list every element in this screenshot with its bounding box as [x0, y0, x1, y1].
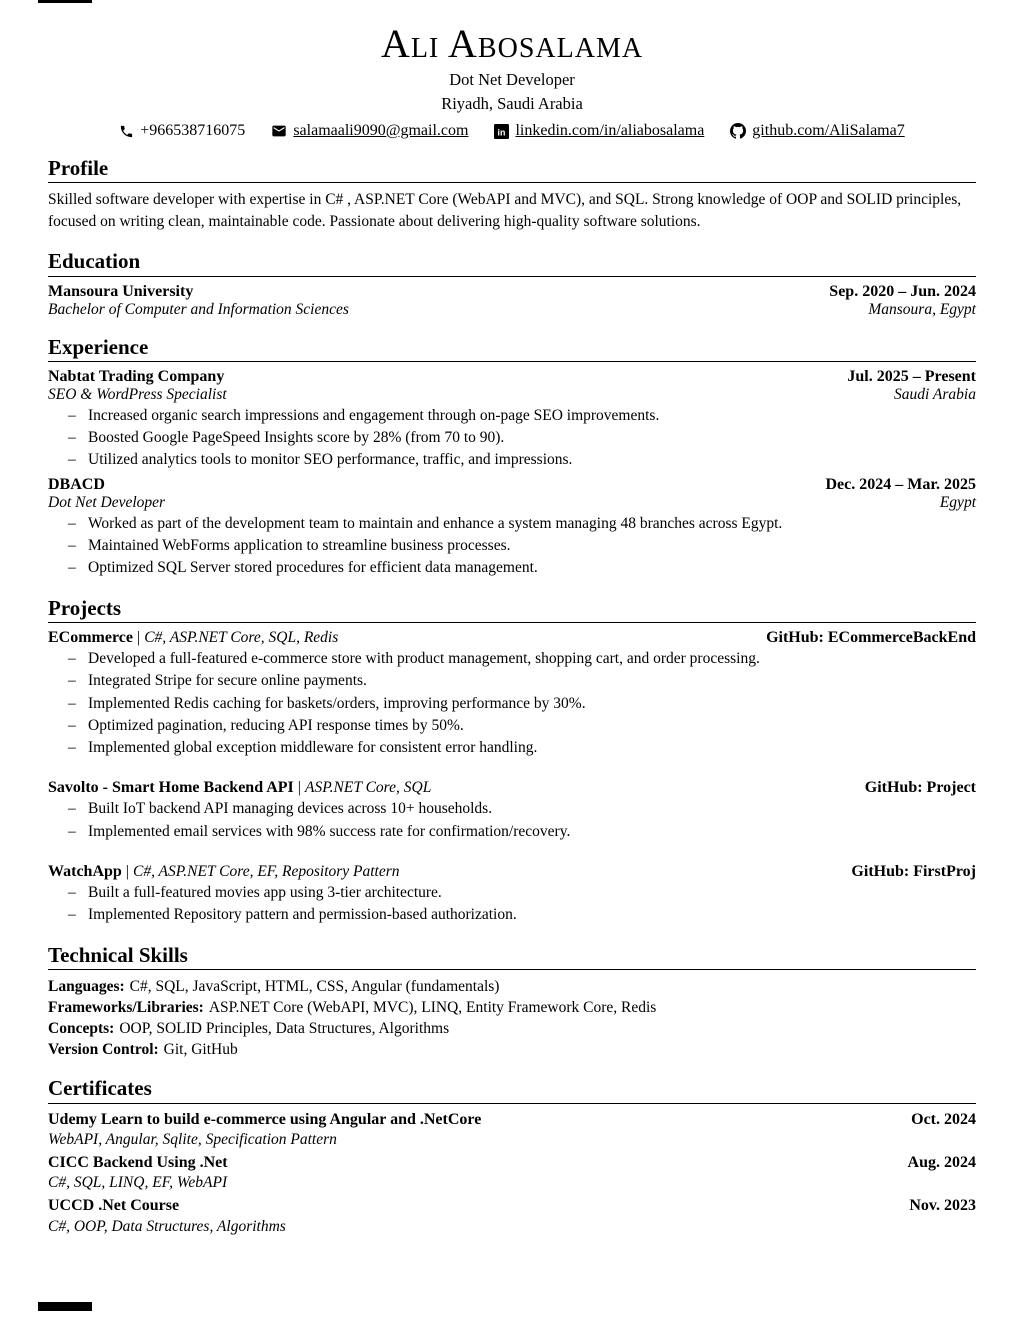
project-title	[48, 779, 431, 797]
skill-value: OOP, SOLID Principles, Data Structures, Algorithms	[119, 1020, 450, 1038]
project-tech: C#, ASP.NET Core, EF, Repository Pattern	[133, 863, 400, 881]
bullet-list	[48, 513, 976, 580]
skill-label: Frameworks/Libraries:	[48, 999, 204, 1017]
project-tech: ASP.NET Core, SQL	[304, 779, 432, 797]
contact-linkedin-link[interactable]	[494, 122, 704, 140]
section-rule	[48, 969, 976, 970]
section-rule	[48, 276, 976, 277]
section-rule	[48, 1103, 976, 1104]
job-role: Dot Net Developer	[48, 493, 166, 511]
bullet-item: – Implemented Redis caching for baskets/orders, improving performance by 30%.	[48, 693, 976, 715]
title-separator	[133, 629, 144, 646]
certificate-name: Udemy Learn to build e-commerce using Angular and .NetCore	[48, 1110, 482, 1128]
svg-text:in: in	[498, 127, 506, 138]
certificate-details: WebAPI, Angular, Sqlite, Specification Pattern	[48, 1131, 337, 1149]
project-entry	[48, 863, 976, 927]
skill-value: ASP.NET Core (WebAPI, MVC), LINQ, Entity Framework Core, Redis	[208, 999, 657, 1017]
bullet-item: – Utilized analytics tools to monitor SEO performance, traffic, and impressions.	[48, 449, 976, 471]
contact-phone	[119, 122, 245, 140]
job-dates: Jul. 2025 – Present	[847, 367, 976, 385]
certificate-details: C#, OOP, Data Structures, Algorithms	[48, 1217, 286, 1235]
section-education	[48, 248, 976, 318]
adjacent-page-edge-top	[38, 0, 92, 3]
experience-entries	[48, 368, 976, 580]
project-tech: C#, ASP.NET Core, SQL, Redis	[144, 628, 339, 646]
bullet-item: – Boosted Google PageSpeed Insights score by 28% (from 70 to 90).	[48, 427, 976, 449]
skill-label: Version Control:	[48, 1041, 159, 1059]
certificate-date: Oct. 2024	[911, 1110, 976, 1128]
contact-github-link[interactable]	[730, 122, 904, 140]
skill-row	[48, 1018, 976, 1039]
skill-value: Git, GitHub	[163, 1041, 238, 1059]
experience-heading: Experience	[48, 334, 149, 359]
skill-label: Concepts:	[48, 1020, 115, 1038]
company-name: Nabtat Trading Company	[48, 367, 225, 385]
github-url: github.com/AliSalama7	[752, 122, 905, 139]
certificate-entry	[48, 1110, 976, 1150]
experience-entry	[48, 476, 976, 580]
bullet-list	[48, 882, 976, 927]
project-github-link[interactable]: GitHub: Project	[864, 779, 976, 797]
project-entries	[48, 629, 976, 927]
github-icon	[730, 123, 746, 139]
project-name: ECommerce	[48, 628, 133, 646]
school-name: Mansoura University	[48, 282, 194, 300]
candidate-name: Ali Abosalama	[380, 21, 644, 66]
bullet-item: – Built a full-featured movies app using 3-tier architecture.	[48, 882, 976, 904]
skill-label: Languages:	[48, 977, 125, 995]
bullet-item: – Increased organic search impressions and engagement through on-page SEO improvements.	[48, 405, 976, 427]
bullet-item: – Implemented global exception middleware for consistent error handling.	[48, 737, 976, 759]
section-rule	[48, 182, 976, 183]
certificate-entry	[48, 1196, 976, 1236]
section-profile	[48, 155, 976, 233]
skill-row	[48, 976, 976, 997]
project-title	[48, 863, 400, 881]
degree: Bachelor of Computer and Information Sciences	[48, 300, 349, 318]
envelope-icon	[271, 123, 287, 139]
section-experience	[48, 334, 976, 580]
certificate-entry	[48, 1153, 976, 1193]
skills-heading: Technical Skills	[48, 942, 188, 967]
certificate-date: Nov. 2023	[909, 1196, 976, 1214]
phone-number: +966538716075	[140, 122, 246, 139]
email-address: salamaali9090@gmail.com	[293, 122, 469, 139]
bullet-item: – Maintained WebForms application to streamline business processes.	[48, 535, 976, 557]
education-location: Mansoura, Egypt	[868, 300, 976, 318]
projects-heading: Projects	[48, 595, 122, 620]
project-entry	[48, 779, 976, 843]
certificates-heading: Certificates	[48, 1076, 152, 1101]
title-separator	[294, 779, 305, 796]
education-dates: Sep. 2020 – Jun. 2024	[829, 282, 976, 300]
skill-value: C#, SQL, JavaScript, HTML, CSS, Angular (fundamentals)	[129, 977, 500, 995]
job-dates: Dec. 2024 – Mar. 2025	[825, 475, 976, 493]
section-skills	[48, 942, 976, 1061]
project-title	[48, 629, 338, 647]
certificate-entries	[48, 1110, 976, 1237]
title-separator	[122, 863, 133, 880]
linkedin-url: linkedin.com/in/aliabosalama	[515, 122, 705, 139]
bullet-item: – Implemented email services with 98% success rate for confirmation/recovery.	[48, 821, 976, 843]
skill-rows	[48, 976, 976, 1060]
candidate-title: Dot Net Developer	[449, 70, 575, 89]
bullet-list	[48, 405, 976, 472]
project-github-link[interactable]: GitHub: FirstProj	[851, 863, 976, 881]
phone-icon	[119, 124, 134, 139]
bullet-item: – Implemented Repository pattern and permission-based authorization.	[48, 904, 976, 926]
job-location: Saudi Arabia	[894, 385, 976, 403]
section-certificates	[48, 1075, 976, 1236]
project-entry	[48, 629, 976, 760]
section-rule	[48, 361, 976, 362]
candidate-location: Riyadh, Saudi Arabia	[441, 94, 583, 113]
bullet-item: – Worked as part of the development team to maintain and enhance a system managing 48 branches across Egypt.	[48, 513, 976, 535]
project-github-link[interactable]: GitHub: ECommerceBackEnd	[766, 628, 976, 646]
bullet-item: – Optimized pagination, reducing API response times by 50%.	[48, 715, 976, 737]
certificate-date: Aug. 2024	[907, 1153, 976, 1171]
resume-page	[48, 0, 976, 1236]
education-heading: Education	[48, 249, 141, 274]
skill-row	[48, 997, 976, 1018]
skill-row	[48, 1039, 976, 1060]
bullet-item: – Integrated Stripe for secure online payments.	[48, 670, 976, 692]
profile-heading: Profile	[48, 156, 109, 180]
bullet-list	[48, 648, 976, 760]
resume-header	[48, 22, 976, 140]
section-projects	[48, 595, 976, 927]
adjacent-page-edge-bottom	[38, 1302, 92, 1311]
bullet-item: – Developed a full-featured e-commerce store with product management, shopping cart, and order processing.	[48, 648, 976, 670]
bullet-item: – Optimized SQL Server stored procedures for efficient data management.	[48, 557, 976, 579]
linkedin-icon	[494, 124, 509, 139]
job-location: Egypt	[939, 493, 976, 511]
project-name: Savolto - Smart Home Backend API	[48, 779, 294, 797]
bullet-item: – Built IoT backend API managing devices across 10+ households.	[48, 798, 976, 820]
certificate-name: UCCD .Net Course	[48, 1196, 180, 1214]
bullet-list	[48, 798, 976, 843]
certificate-name: CICC Backend Using .Net	[48, 1153, 228, 1171]
job-role: SEO & WordPress Specialist	[48, 385, 227, 403]
certificate-details: C#, SQL, LINQ, EF, WebAPI	[48, 1174, 228, 1192]
contact-email-link[interactable]	[271, 122, 468, 140]
company-name: DBACD	[48, 475, 105, 493]
contact-row	[48, 122, 976, 140]
project-name: WatchApp	[48, 863, 122, 881]
profile-text: Skilled software developer with expertise in C# , ASP.NET Core (WebAPI and MVC), and SQL. Strong knowledge of OOP and SOLID principles, focused on writing clean, maintainable code. Passionate about delivering high-quality software solutions.	[48, 191, 962, 231]
education-entry	[48, 283, 976, 319]
section-rule	[48, 622, 976, 623]
education-entries	[48, 283, 976, 319]
experience-entry	[48, 368, 976, 472]
